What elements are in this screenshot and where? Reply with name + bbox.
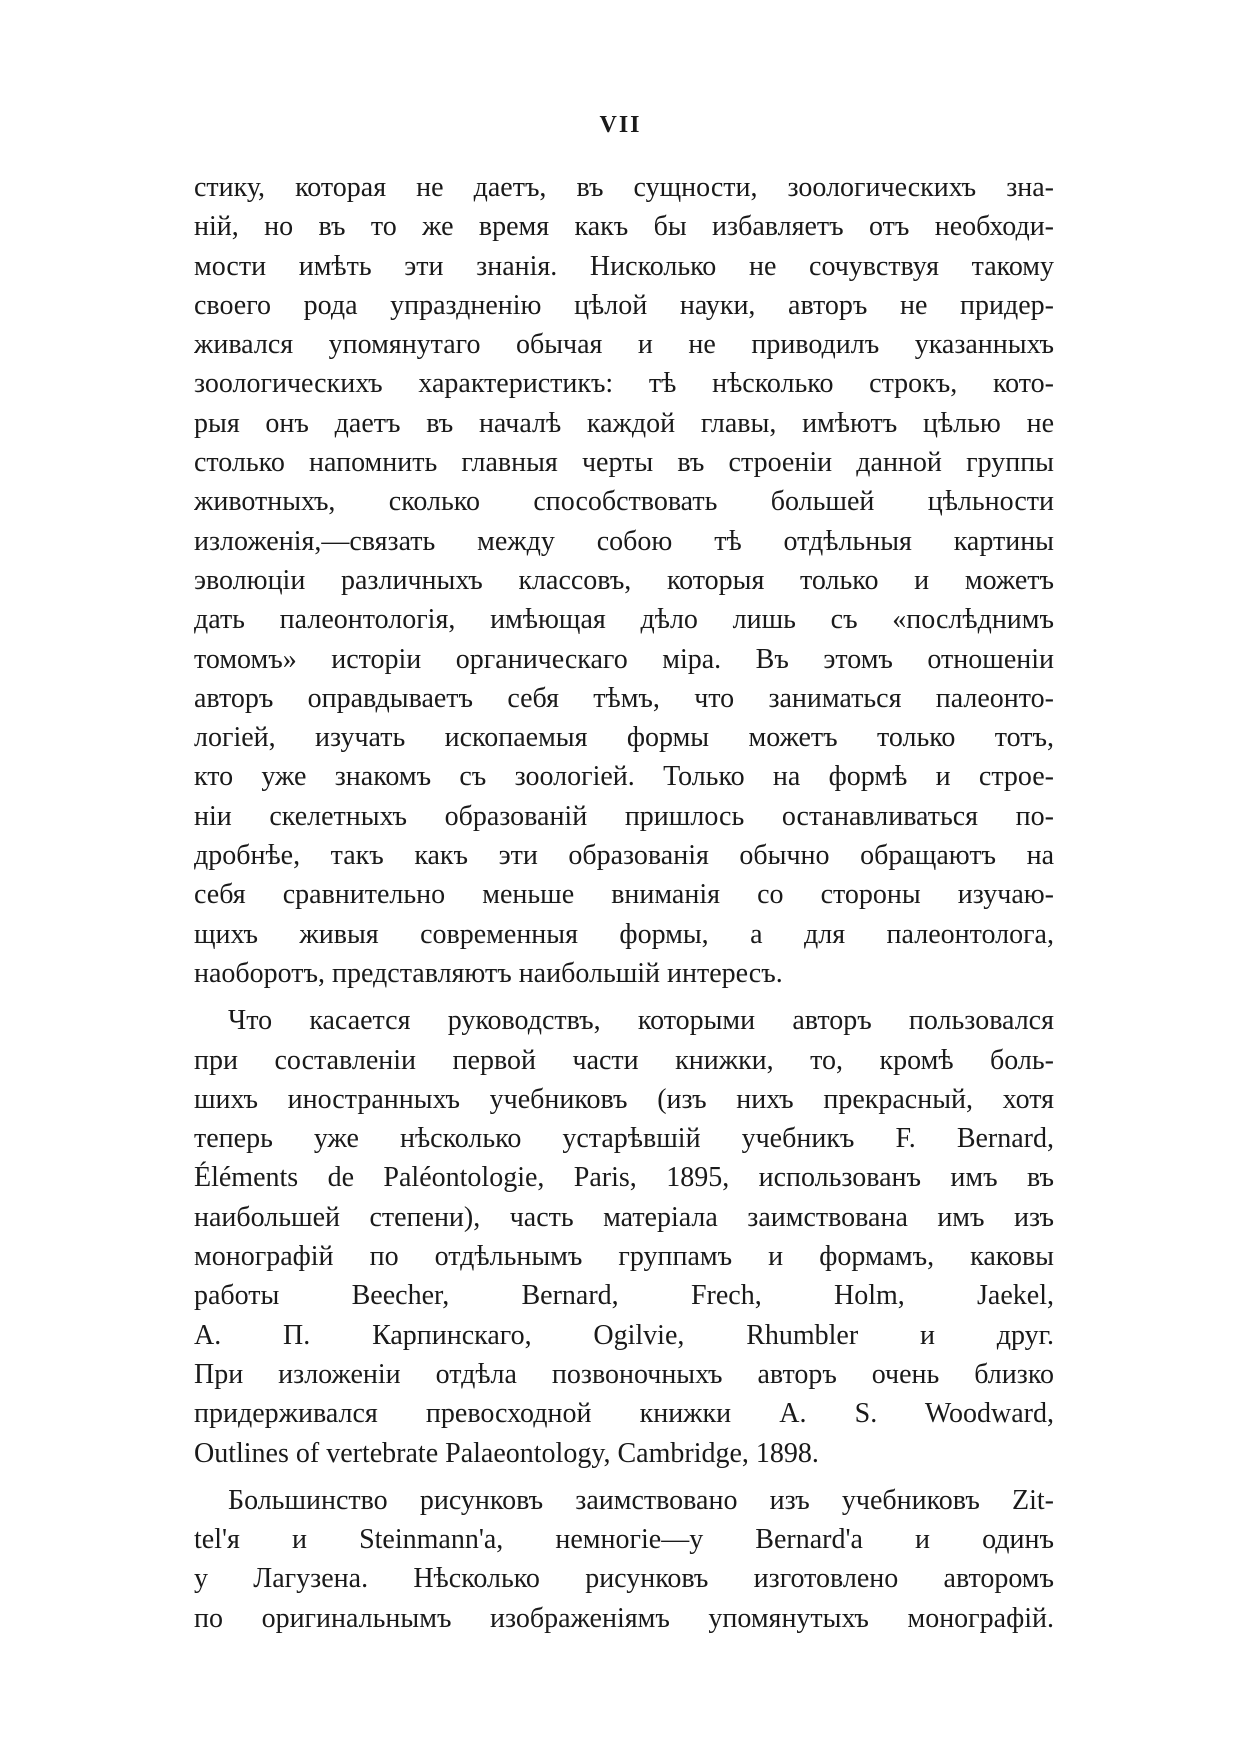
text-line: tel'я и Steinmann'а, немногіе—у Bernard'а и одинъ (194, 1524, 1054, 1556)
text-line: щихъ живыя современныя формы, а для палеонтолога, (194, 918, 1054, 950)
text-line: логіей, изучать ископаемыя формы можетъ только тотъ, (194, 722, 1054, 754)
body-text (194, 168, 1054, 1638)
text-line: Что касается руководствъ, которыми авторъ пользовался (228, 1005, 1054, 1037)
text-line: наоборотъ, представляютъ наибольшій интересъ. (194, 957, 783, 989)
text-line: дробнѣе, такъ какъ эти образованія обычно обращаютъ на (194, 840, 1054, 872)
text-line: наибольшей степени), часть матеріала заимствована имъ изъ (194, 1201, 1054, 1233)
text-line: ніи скелетныхъ образованій пришлось останавливаться по- (194, 800, 1054, 832)
text-line: Outlines of vertebrate Palaeontology, Cambridge, 1898. (194, 1437, 819, 1469)
text-line: живался упомянутаго обычая и не приводилъ указанныхъ (194, 329, 1054, 361)
text-line: монографій по отдѣльнымъ группамъ и формамъ, каковы (194, 1241, 1054, 1273)
paragraph-3 (194, 1481, 1054, 1638)
text-line: ній, но въ то же время какъ бы избавляетъ отъ необходи- (194, 211, 1054, 243)
text-line: себя сравнительно меньше вниманія со стороны изучаю- (194, 879, 1054, 911)
text-line: зоологическихъ характеристикъ: тѣ нѣсколько строкъ, кото- (194, 368, 1054, 400)
text-line: своего рода упраздненію цѣлой науки, авторъ не придер- (194, 289, 1054, 321)
text-line: А. П. Карпинскаго, Ogilvie, Rhumbler и друг. (194, 1319, 1054, 1351)
text-line: столько напомнить главныя черты въ строеніи данной группы (194, 447, 1054, 479)
text-line: шихъ иностранныхъ учебниковъ (изъ нихъ прекрасный, хотя (194, 1083, 1054, 1115)
text-line: дать палеонтологія, имѣющая дѣло лишь съ «послѣднимъ (194, 604, 1054, 636)
text-line: придерживался превосходной книжки A. S. Woodward, (194, 1398, 1054, 1430)
page-number: VII (599, 112, 642, 138)
text-line: теперь уже нѣсколько устарѣвшій учебникъ F. Bernard, (194, 1123, 1054, 1155)
text-line: по оригинальнымъ изображеніямъ упомянутыхъ монографій. (194, 1602, 1054, 1634)
text-line: авторъ оправдываетъ себя тѣмъ, что заниматься палеонто- (194, 682, 1054, 714)
text-line: Éléments de Paléontologie, Paris, 1895, использованъ имъ въ (194, 1162, 1054, 1194)
paragraph-gap (194, 993, 1054, 1001)
paragraph-2 (194, 1001, 1054, 1473)
text-line: Большинство рисунковъ заимствовано изъ учебниковъ Zit- (228, 1484, 1054, 1516)
text-line: при составленіи первой части книжки, то, кромѣ боль- (194, 1044, 1054, 1076)
text-line: изложенія,—связать между собою тѣ отдѣльныя картины (194, 525, 1054, 557)
text-line: рыя онъ даетъ въ началѣ каждой главы, имѣютъ цѣлью не (194, 407, 1054, 439)
text-line: работы Beecher, Bernard, Frech, Holm, Jaekel, (194, 1280, 1054, 1312)
text-line: кто уже знакомъ съ зоологіей. Только на формѣ и строе- (194, 761, 1054, 793)
text-line: эволюціи различныхъ классовъ, которыя только и можетъ (194, 564, 1054, 596)
text-line: мости имѣть эти знанія. Нисколько не сочувствуя такому (194, 250, 1054, 282)
paragraph-gap (194, 1473, 1054, 1481)
text-line: стику, которая не даетъ, въ сущности, зоологическихъ зна- (194, 172, 1054, 203)
text-line: у Лагузена. Нѣсколько рисунковъ изготовлено авторомъ (194, 1563, 1054, 1595)
paragraph-1 (194, 168, 1054, 993)
text-line: томомъ» исторіи органическаго міра. Въ этомъ отношеніи (194, 643, 1054, 675)
text-line: При изложеніи отдѣла позвоночныхъ авторъ очень близко (194, 1358, 1054, 1390)
text-line: животныхъ, сколько способствовать большей цѣльности (194, 486, 1054, 518)
